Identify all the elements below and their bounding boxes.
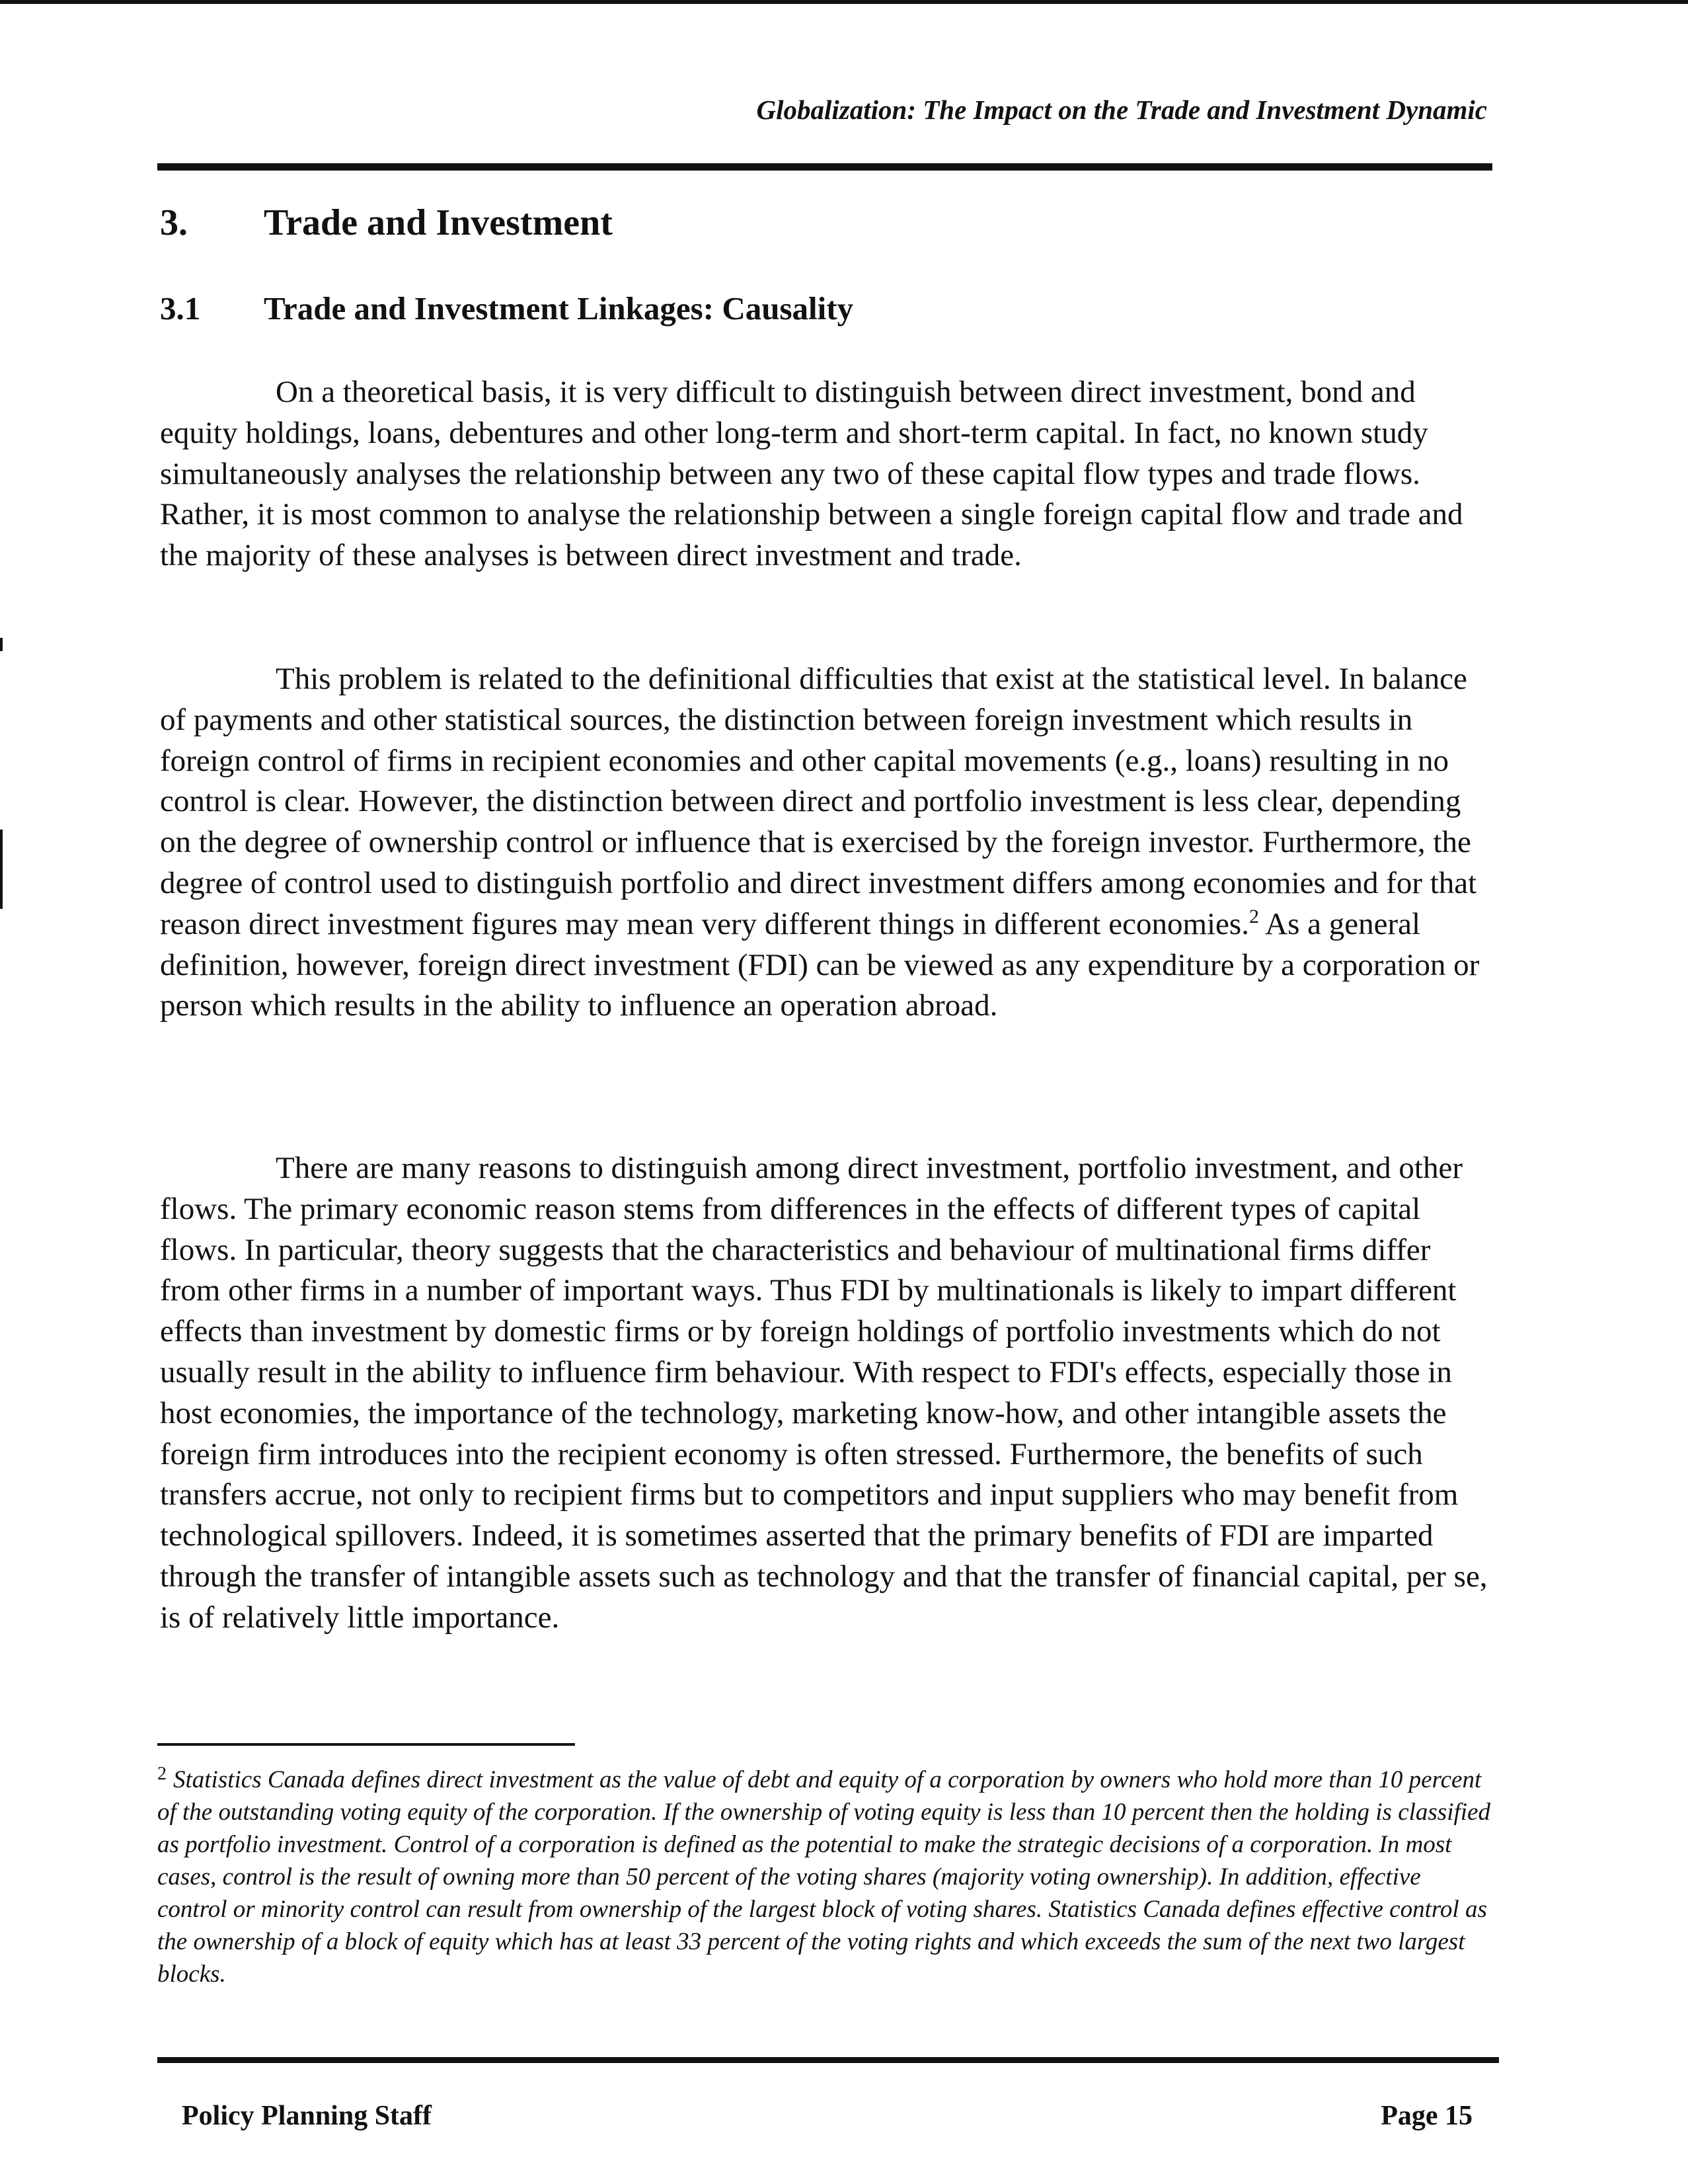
section-number: 3. xyxy=(160,202,188,243)
section-title: Trade and Investment xyxy=(264,202,613,243)
scan-margin-mark xyxy=(0,830,3,909)
footer-rule xyxy=(157,2057,1499,2063)
paragraph-text-part: As a general definition, however, foreign direct investment (FDI) can be viewed as any expenditure by a corporation or person which results in the ability to influence an operation abroad. xyxy=(160,906,1480,1023)
scan-margin-mark xyxy=(0,638,3,651)
subsection-number: 3.1 xyxy=(160,290,201,327)
footer-organization: Policy Planning Staff xyxy=(182,2101,432,2131)
header-rule xyxy=(157,163,1492,171)
paragraph-1 xyxy=(160,372,1492,619)
paragraph-text xyxy=(160,659,1492,1027)
paragraph-text-part: This problem is related to the definitional difficulties that exist at the statistical level. In balance of payments and other statistical sources, the distinction between foreign investment which results in foreign control of firms in recipient economies and other capital movements (e.g., loans) resulting in no control is clear. However, the distinction between direct and portfolio investment is less clear, depending on the degree of ownership control or influence that is exercised by the foreign investor. Furthermore, the degree of control used to distinguish portfolio and direct investment differs among economies and for that reason direct investment figures may mean very different things in different economies. xyxy=(160,662,1477,941)
subsection-heading xyxy=(160,290,853,327)
footnote-mark: 2 xyxy=(157,1764,167,1784)
footnote-separator xyxy=(157,1743,575,1746)
paragraph-text: On a theoretical basis, it is very difficult to distinguish between direct investment, bond and equity holdings, loans, debentures and other long-term and short-term capital. In fact, no known study simultaneously analyses the relationship between any two of these capital flow types and trade flows. Rather, it is most common to analyse the relationship between a single foreign capital flow and trade and the majority of these analyses is between direct investment and trade. xyxy=(160,375,1463,573)
subsection-title: Trade and Investment Linkages: Causality xyxy=(264,290,854,327)
footnote xyxy=(157,1758,1492,1990)
footnote-reference: 2 xyxy=(1248,905,1259,927)
footnote-text: Statistics Canada defines direct investment as the value of debt and equity of a corporation by owners who hold more than 10 percent of the outstanding voting equity of the corporation. If the ownership of voting equity is less than 10 percent then the holding is classified as portfolio investment. Control of a corporation is defined as the potential to make the strategic decisions of a corporation. In most cases, control is the result of owning more than 50 percent of the voting shares (majority voting ownership). In addition, effective control or minority control can result from ownership of the largest block of voting shares. Statistics Canada defines effective control as the ownership of a block of equity which has at least 33 percent of the voting rights and which exceeds the sum of the next two largest blocks. xyxy=(157,1766,1490,1988)
page-top-border xyxy=(0,0,1688,4)
paragraph-3 xyxy=(160,1148,1492,1681)
paragraph-2 xyxy=(160,659,1492,1069)
section-heading xyxy=(160,202,613,244)
page-number: Page 15 xyxy=(1381,2101,1473,2131)
paragraph-text: There are many reasons to distinguish among direct investment, portfolio investment, and other flows. The primary economic reason stems from differences in the effects of different types of capital flows. In particular, theory suggests that the characteristics and behaviour of multinational firms differ from other firms in a number of important ways. Thus FDI by multinationals is likely to impart different effects than investment by domestic firms or by foreign holdings of portfolio investments which do not usually result in the ability to influence firm behaviour. With respect to FDI's effects, especially those in host economies, the importance of the technology, marketing know-how, and other intangible assets the foreign firm introduces into the recipient economy is often stressed. Furthermore, the benefits of such transfers accrue, not only to recipient firms but to competitors and input suppliers who may benefit from technological spillovers. Indeed, it is sometimes asserted that the primary benefits of FDI are imparted through the transfer of intangible assets such as technology and that the transfer of financial capital, per se, is of relatively little importance. xyxy=(160,1151,1488,1635)
running-header: Globalization: The Impact on the Trade and Investment Dynamic xyxy=(756,95,1487,125)
